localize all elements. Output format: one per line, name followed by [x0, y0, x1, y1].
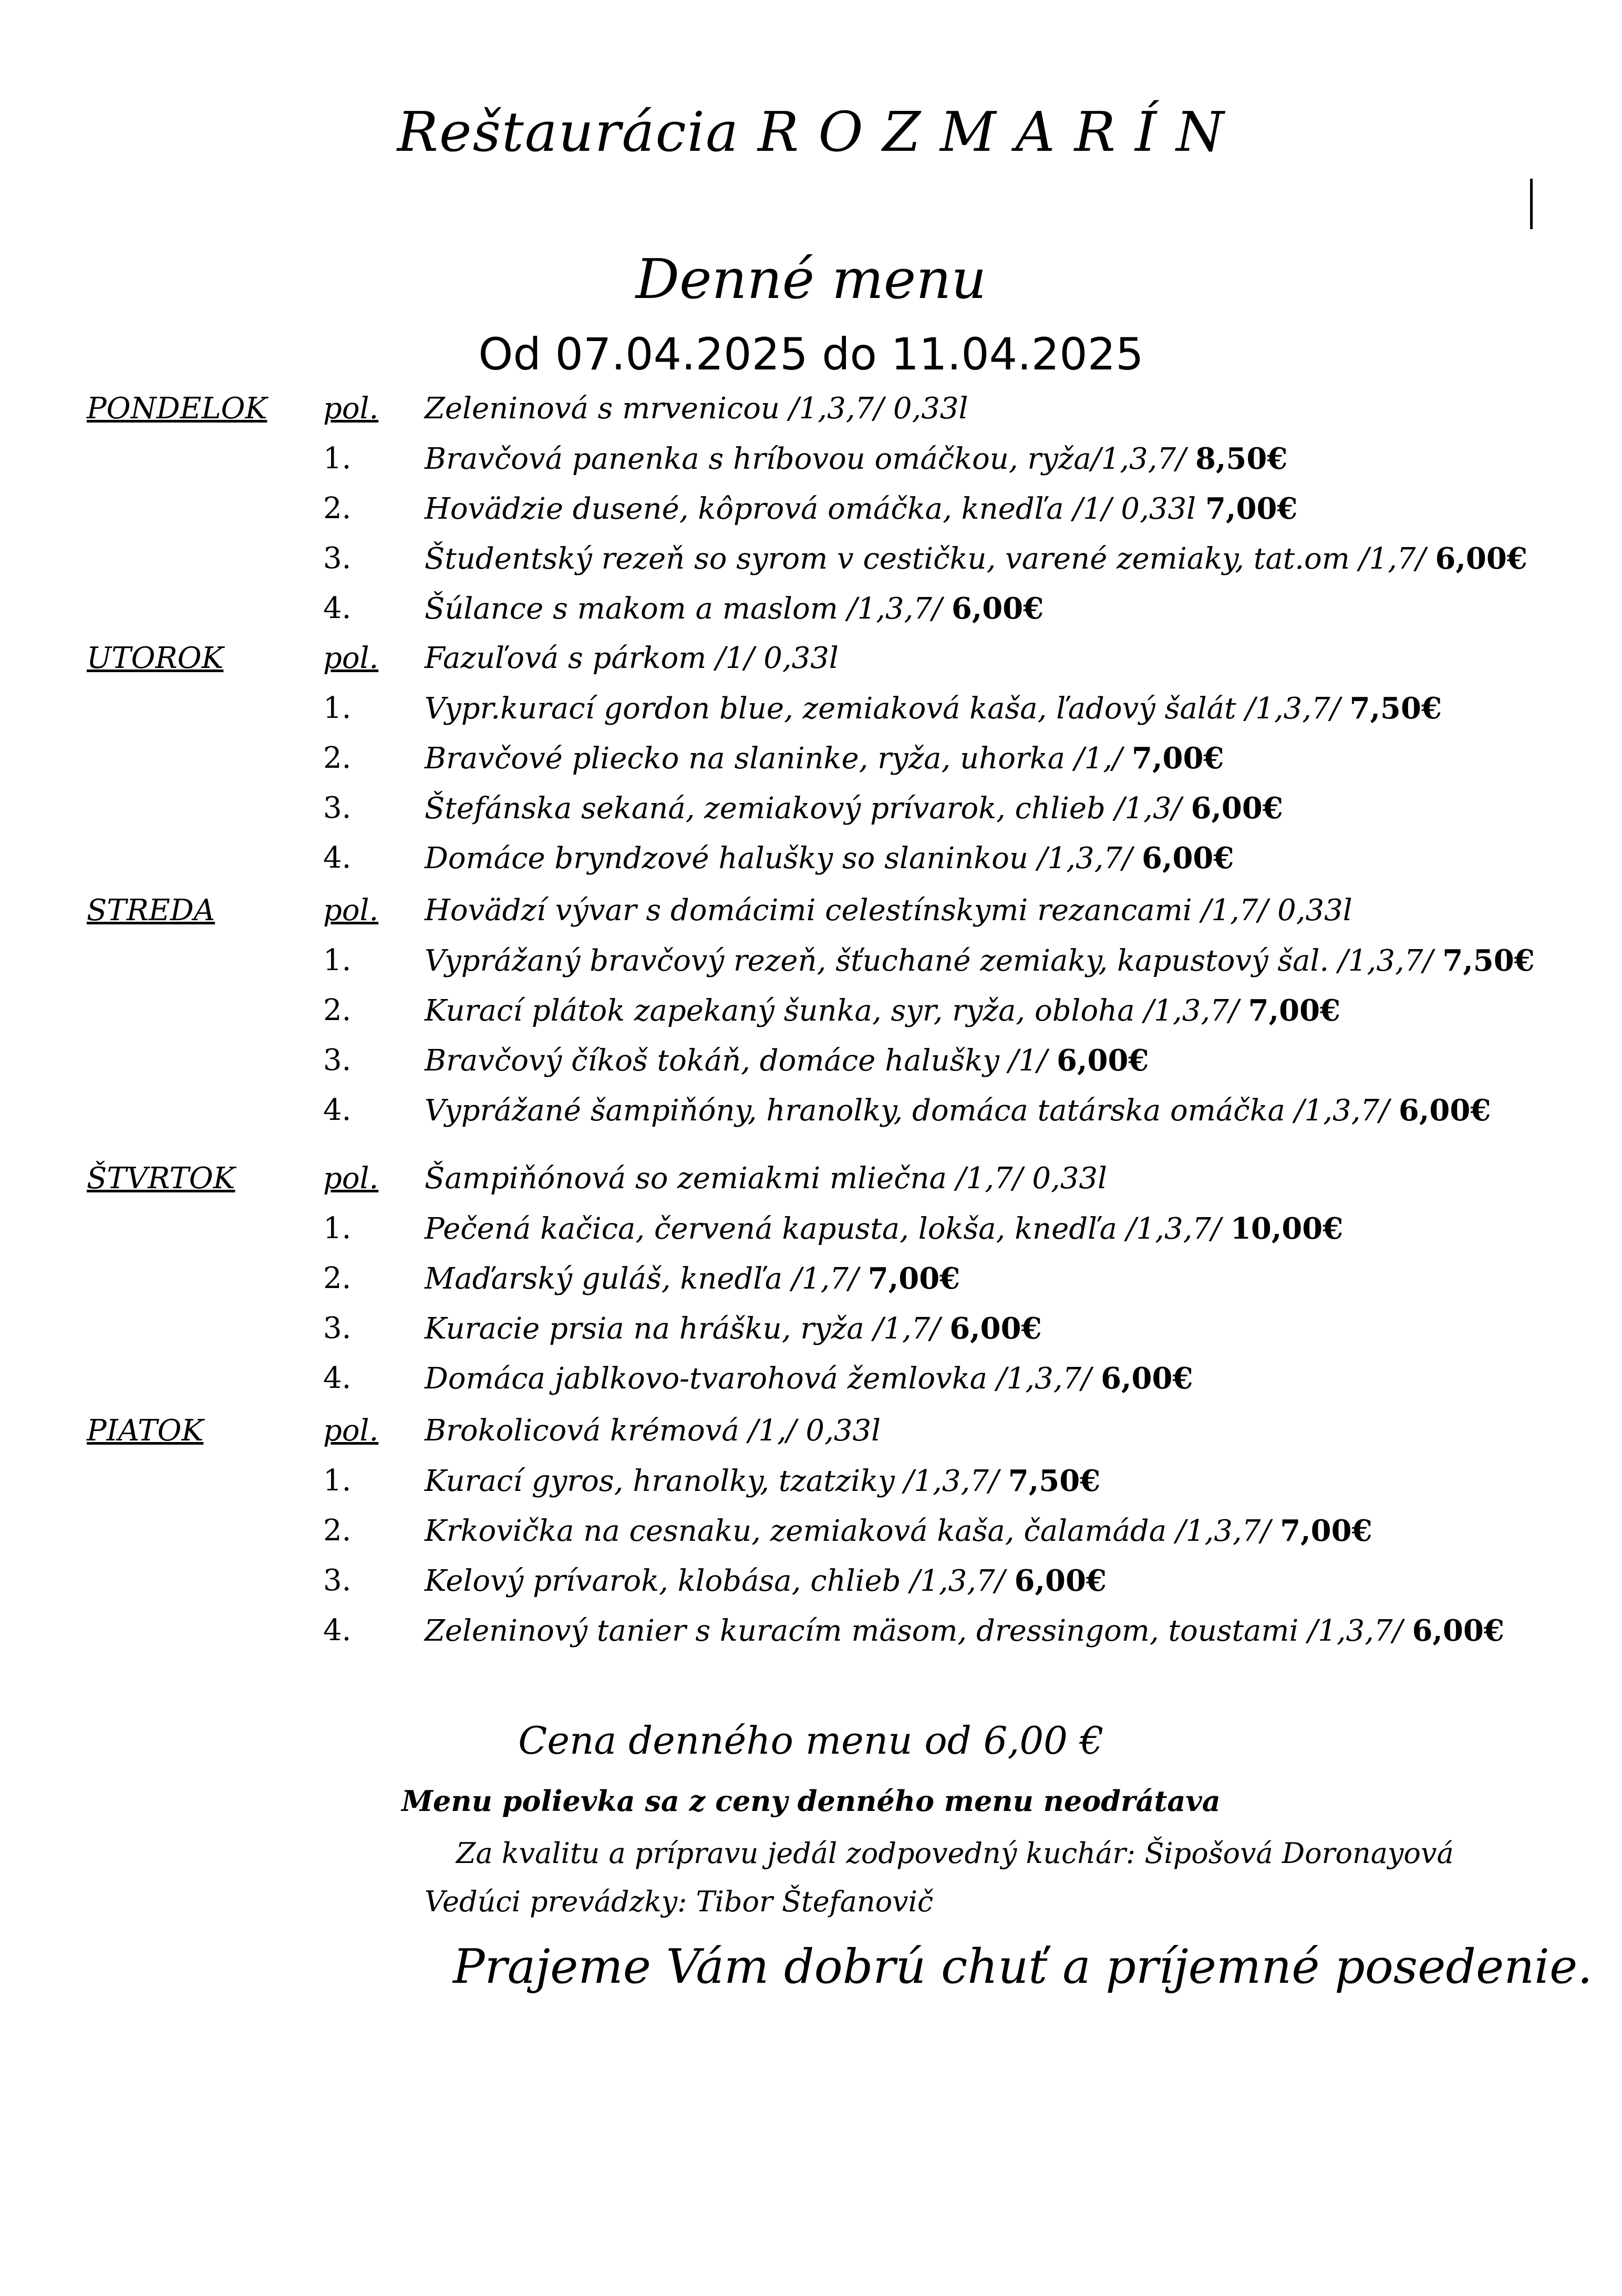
dish-name: Kurací plátok zapekaný šunka, syr, ryža, obloha /1,3,7/: [425, 994, 1239, 1028]
dish-line: [425, 1414, 881, 1448]
item-number: 4.: [323, 591, 352, 625]
dish-line: [425, 791, 1283, 826]
dish-line: [425, 691, 1442, 726]
chef-note: Za kvalitu a prípravu jedál zodpovedný kuchár: Šipošová Doronayová: [456, 1837, 1454, 1870]
dish-line: [425, 841, 1234, 876]
dish-price: 7,50€: [1008, 1464, 1101, 1498]
menu-row: [0, 841, 1622, 888]
dish-name: Bravčová panenka s hríbovou omáčkou, ryža/1,3,7/: [425, 442, 1186, 476]
dish-line: [425, 591, 1044, 626]
dish-name: Šampiňónová so zemiakmi mliečna /1,7/ 0,33l: [425, 1161, 1107, 1196]
dish-price: 6,00€: [1435, 541, 1527, 576]
item-number: 3.: [323, 541, 352, 575]
dish-price: 7,00€: [1280, 1513, 1372, 1548]
item-number: 4.: [323, 841, 352, 875]
menu-row: [0, 993, 1622, 1041]
dish-line: [425, 993, 1340, 1028]
date-range: Od 07.04.2025 do 11.04.2025: [478, 328, 1144, 380]
item-number: 1.: [323, 691, 352, 725]
item-number: pol.: [323, 893, 379, 928]
restaurant-title: Reštaurácia R O Z M A R Í N: [397, 100, 1225, 164]
menu-row: [0, 1161, 1622, 1209]
dish-price: 8,50€: [1195, 441, 1288, 476]
dish-line: [425, 1043, 1149, 1078]
dish-name: Hovädzí vývar s domácimi celestínskymi rezancami /1,7/ 0,33l: [425, 893, 1352, 928]
dish-price: 6,00€: [949, 1311, 1042, 1346]
dish-name: Bravčové pliecko na slaninke, ryža, uhorka /1,/: [425, 742, 1123, 776]
item-number: 2.: [323, 491, 352, 526]
menu-row: [0, 893, 1622, 941]
dish-name: Domáca jablkovo-tvarohová žemlovka /1,3,7/: [425, 1362, 1092, 1396]
dish-name: Maďarský guláš, knedľa /1,7/: [425, 1262, 859, 1296]
item-number: 2.: [323, 1261, 352, 1295]
day-label: PONDELOK: [87, 392, 267, 426]
dish-name: Vypr.kurací gordon blue, zemiaková kaša, ľadový šalát /1,3,7/: [425, 692, 1340, 726]
dish-name: Študentský rezeň so syrom v cestičku, varené zemiaky, tat.om /1,7/: [425, 542, 1426, 576]
dish-line: [425, 893, 1352, 928]
dish-line: [425, 1261, 960, 1296]
dish-line: [425, 1211, 1343, 1246]
menu-row: [0, 591, 1622, 639]
menu-row: [0, 791, 1622, 838]
day-label: PIATOK: [87, 1414, 204, 1448]
item-number: 3.: [323, 791, 352, 825]
menu-row: [0, 1563, 1622, 1611]
menu-row: [0, 1043, 1622, 1090]
item-number: 1.: [323, 1211, 352, 1245]
dish-name: Kuracie prsia na hrášku, ryža /1,7/: [425, 1312, 941, 1346]
dish-line: [425, 541, 1527, 576]
dish-line: [425, 1613, 1504, 1648]
menu-row: [0, 741, 1622, 788]
dish-name: Kelový prívarok, klobása, chlieb /1,3,7/: [425, 1564, 1005, 1598]
item-number: pol.: [323, 641, 379, 675]
dish-name: Zeleninová s mrvenicou /1,3,7/ 0,33l: [425, 392, 968, 426]
menu-row: [0, 491, 1622, 539]
dish-price: 7,00€: [1205, 491, 1298, 526]
dish-name: Domáce bryndzové halušky so slaninkou /1,3,7/: [425, 841, 1132, 876]
text-cursor-mark: [1530, 179, 1533, 229]
item-number: 1.: [323, 441, 352, 476]
dish-price: 6,00€: [1412, 1613, 1504, 1648]
dish-price: 7,50€: [1349, 691, 1442, 726]
dish-name: Krkovička na cesnaku, zemiaková kaša, čalamáda /1,3,7/: [425, 1514, 1271, 1548]
dish-price: 6,00€: [1101, 1361, 1193, 1396]
dish-price: 6,00€: [1014, 1563, 1107, 1598]
dish-name: Hovädzie dusené, kôprová omáčka, knedľa /1/ 0,33l: [425, 492, 1196, 526]
dish-line: [425, 491, 1297, 526]
menu-row: [0, 441, 1622, 489]
price-note: Cena denného menu od 6,00 €: [518, 1718, 1104, 1763]
menu-row: [0, 1613, 1622, 1661]
menu-row: [0, 1464, 1622, 1511]
dish-line: [425, 392, 968, 426]
dish-price: 7,00€: [867, 1261, 960, 1296]
item-number: pol.: [323, 392, 379, 426]
menu-row: [0, 1261, 1622, 1309]
dish-price: 6,00€: [1057, 1043, 1149, 1078]
menu-row: [0, 943, 1622, 991]
dish-price: 7,50€: [1442, 943, 1535, 978]
day-label: ŠTVRTOK: [87, 1161, 235, 1196]
item-number: 3.: [323, 1311, 352, 1345]
item-number: 2.: [323, 1513, 352, 1548]
dish-price: 7,00€: [1132, 741, 1224, 776]
day-label: UTOROK: [87, 641, 224, 675]
item-number: 1.: [323, 1464, 352, 1498]
dish-price: 6,00€: [1141, 841, 1234, 876]
dish-line: [425, 1311, 1042, 1346]
dish-price: 10,00€: [1230, 1211, 1344, 1246]
menu-row: [0, 1361, 1622, 1408]
menu-row: [0, 541, 1622, 589]
dish-price: 6,00€: [1191, 791, 1283, 826]
dish-line: [425, 1563, 1107, 1598]
dish-price: 7,00€: [1248, 993, 1341, 1028]
menu-row: [0, 1311, 1622, 1358]
dish-line: [425, 741, 1224, 776]
dish-name: Zeleninový tanier s kuracím mäsom, dressingom, toustami /1,3,7/: [425, 1614, 1403, 1648]
item-number: pol.: [323, 1414, 379, 1448]
dish-name: Pečená kačica, červená kapusta, lokša, knedľa /1,3,7/: [425, 1212, 1221, 1246]
menu-title: Denné menu: [635, 247, 987, 311]
item-number: 2.: [323, 993, 352, 1027]
day-label: STREDA: [87, 893, 215, 928]
menu-row: [0, 691, 1622, 738]
dish-name: Štefánska sekaná, zemiakový prívarok, chlieb /1,3/: [425, 791, 1182, 826]
dish-name: Kurací gyros, hranolky, tzatziky /1,3,7/: [425, 1464, 999, 1498]
menu-row: [0, 1211, 1622, 1259]
dish-name: Vyprážané šampiňóny, hranolky, domáca tatárska omáčka /1,3,7/: [425, 1094, 1389, 1128]
dish-line: [425, 1161, 1107, 1196]
dish-name: Brokolicová krémová /1,/ 0,33l: [425, 1414, 881, 1448]
soup-note: Menu polievka sa z ceny denného menu neodrátava: [401, 1784, 1221, 1818]
dish-line: [425, 441, 1287, 476]
menu-row: [0, 1093, 1622, 1140]
dish-line: [425, 1464, 1100, 1498]
closing-wish: Prajeme Vám dobrú chuť a príjemné posedenie.: [453, 1939, 1593, 1994]
menu-row: [0, 1414, 1622, 1461]
item-number: 3.: [323, 1563, 352, 1598]
dish-name: Šúlance s makom a maslom /1,3,7/: [425, 592, 942, 626]
menu-row: [0, 1513, 1622, 1561]
dish-line: [425, 1093, 1491, 1128]
item-number: 2.: [323, 741, 352, 775]
item-number: 3.: [323, 1043, 352, 1077]
item-number: 4.: [323, 1361, 352, 1395]
dish-line: [425, 641, 839, 675]
dish-price: 6,00€: [1398, 1093, 1491, 1128]
dish-line: [425, 1513, 1372, 1548]
item-number: 4.: [323, 1613, 352, 1648]
dish-line: [425, 943, 1535, 978]
item-number: 4.: [323, 1093, 352, 1127]
item-number: pol.: [323, 1161, 379, 1196]
menu-row: [0, 392, 1622, 439]
dish-name: Bravčový číkoš tokáň, domáce halušky /1/: [425, 1044, 1048, 1078]
item-number: 1.: [323, 943, 352, 977]
dish-line: [425, 1361, 1193, 1396]
dish-name: Vyprážaný bravčový rezeň, šťuchané zemiaky, kapustový šal. /1,3,7/: [425, 944, 1433, 978]
manager-note: Vedúci prevádzky: Tibor Štefanovič: [425, 1885, 934, 1918]
dish-price: 6,00€: [951, 591, 1044, 626]
dish-name: Fazuľová s párkom /1/ 0,33l: [425, 641, 839, 675]
menu-row: [0, 641, 1622, 688]
